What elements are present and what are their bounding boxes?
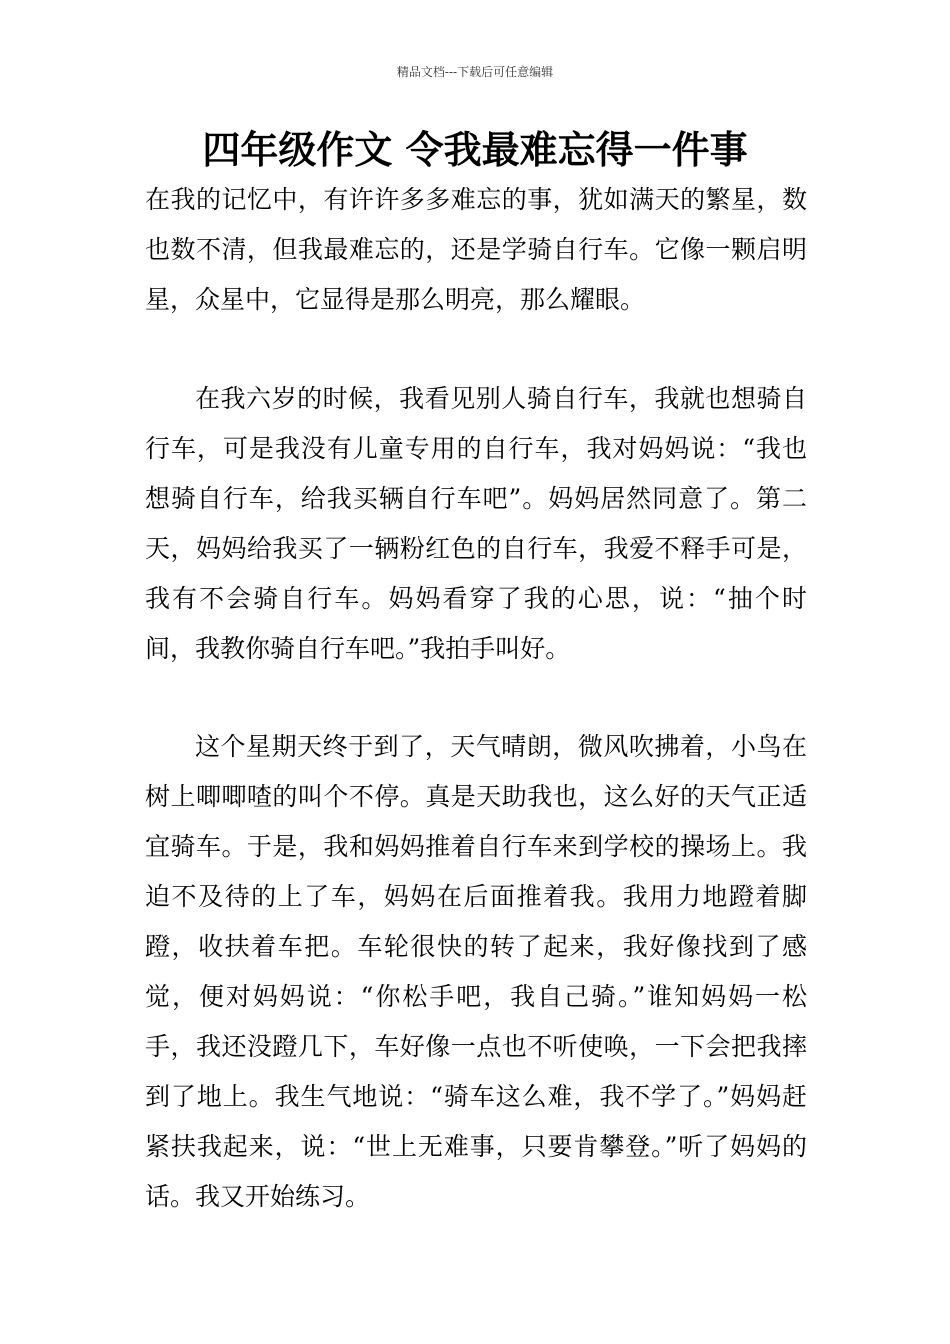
paragraph-second: 在我六岁的时候，我看见别人骑自行车，我就也想骑自行车，可是我没有儿童专用的自行车，我对妈妈说：“我也想骑自行车，给我买辆自行车吧”。妈妈居然同意了。第二天，妈妈给我买了一辆粉红色的自行车，我爱不释手可是，我有不会骑自行车。妈妈看穿了我的心思，说：“抽个时间，我教你骑自行车吧。”我拍手叫好。 xyxy=(145,384,807,663)
paragraph-third: 这个星期天终于到了，天气晴朗，微风吹拂着，小鸟在树上唧唧喳的叫个不停。真是天助我也，这么好的天气正适宜骑车。于是，我和妈妈推着自行车来到学校的操场上。我迫不及待的上了车，妈妈在后面推着我。我用力地蹬着脚蹬，收扶着车把。车轮很快的转了起来，我好像找到了感觉，便对妈妈说：“你松手吧，我自己骑。”谁知妈妈一松手，我还没蹬几下，车好像一点也不听使唤，一下会把我摔到了地上。我生气地说：“骑车这么难，我不学了。”妈妈赶紧扶我起来，说：“世上无难事，只要肯攀登。”听了妈妈的话。我又开始练习。 xyxy=(145,732,807,1211)
header-note: 精品文档---下载后可任意编辑 xyxy=(396,65,554,79)
paragraph-intro: 在我的记忆中，有许许多多难忘的事，犹如满天的繁星，数也数不清，但我最难忘的，还是学骑自行车。它像一颗启明星，众星中，它显得是那么明亮，那么耀眼。 xyxy=(145,185,807,314)
document-title: 四年级作文 令我最难忘得一件事 xyxy=(202,128,748,172)
